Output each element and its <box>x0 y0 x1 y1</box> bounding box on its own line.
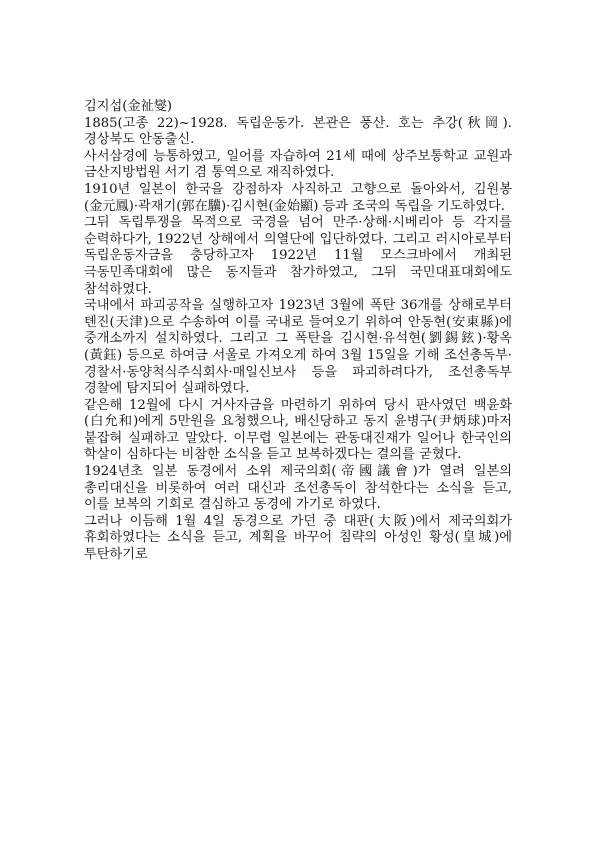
paragraph-change-of-plan: 그러나 이듬해 1월 4일 동경으로 가던 중 대판(大阪)에서 제국의회가 휴회하였다는 소식을 듣고, 계획을 바꾸어 침략의 아성인 황성(皇城)에 투탄하기로 <box>84 513 512 563</box>
paragraph-birth-origin: 1885(고종 22)~1928. 독립운동가. 본관은 풍산. 호는 추강(秋岡). 경상북도 안동출신. <box>84 115 512 148</box>
document-title: 김지섭(金祉燮) <box>84 99 173 114</box>
paragraph-bomb-plot: 국내에서 파괴공작을 실행하고자 1923년 3월에 폭탄 36개를 상해로부터 톈진(天津)으로 수송하여 이를 국내로 들여오기 위하여 안동현(安東縣)에 중개소까지 설치하였다. 그리고 그 폭탄을 김시현·유석현(劉錫鉉)·황옥(黃鈺) 등으로 하여금 서울로 가져오게 하여 3월 15일을 기해 조선총독부·경찰서·동양척식주식회사·매일신보사 등을 파괴하려다가, 조선총독부 경찰에 탐지되어 실패하였다. <box>84 298 512 397</box>
paragraph-return-home: 1910년 일본이 한국을 강점하자 사직하고 고향으로 돌아와서, 김원봉(金元鳳)·곽재기(郭在驥)·김시현(金始顯) 등과 조국의 독립을 기도하였다. <box>84 181 512 214</box>
document-page <box>84 99 512 564</box>
paragraph-independence-struggle: 그뒤 독립투쟁을 목적으로 국경을 넘어 만주·상해·시베리아 등 각지를 순력하다가, 1922년 상해에서 의열단에 입단하였다. 그리고 러시아로부터 독립운동자금을 충당하고자 1922년 11월 모스크바에서 개최된 극동민족대회에 많은 동지들과 참가하였고, 그뒤 국민대표대회에도 참석하였다. <box>84 215 512 297</box>
paragraph-imperial-diet: 1924년초 일본 동경에서 소위 제국의회(帝國議會)가 열려 일본의 총리대신을 비롯하여 여러 대신과 조선총독이 참석한다는 소식을 듣고, 이를 보복의 기회로 결심하고 동경에 가기로 하였다. <box>84 464 512 513</box>
paragraph-education: 사서삼경에 능통하였고, 일어를 자습하여 21세 때에 상주보통학교 교원과 금산지방법원 서기 겸 통역으로 재직하였다. <box>84 148 512 181</box>
paragraph-funding-failure: 같은해 12월에 다시 거사자금을 마련하기 위하여 당시 판사였던 백윤화(白允和)에게 5만원을 요청했으나, 배신당하고 동지 윤병구(尹炳球)마저 붙잡혀 실패하고 말았다. 이무렵 일본에는 관동대진재가 일어나 한국인의 학살이 심하다는 비참한 소식을 듣고 보복하겠다는 결의를 굳혔다. <box>84 397 512 463</box>
